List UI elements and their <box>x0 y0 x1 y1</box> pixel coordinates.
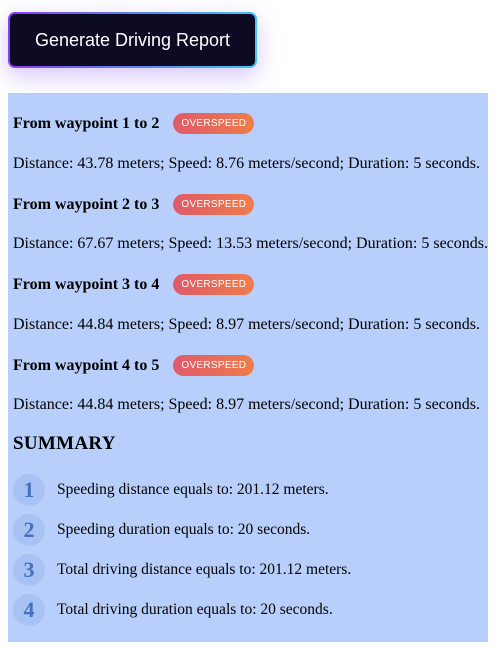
number-badge: 3 <box>13 554 45 586</box>
segment-title: From waypoint 1 to 2 <box>13 114 160 132</box>
segment-detail: Distance: 44.84 meters; Speed: 8.97 meters/second; Duration: 5 seconds. <box>13 396 481 413</box>
summary-item <box>13 514 310 546</box>
number-badge: 4 <box>13 594 45 626</box>
segment-title: From waypoint 4 to 5 <box>13 356 160 374</box>
summary-item <box>13 474 329 506</box>
segment-header <box>13 194 254 215</box>
summary-title: SUMMARY <box>13 433 116 454</box>
segment-detail: Distance: 43.78 meters; Speed: 8.76 meters/second; Duration: 5 seconds. <box>13 155 481 172</box>
generate-report-button-label: Generate Driving Report <box>10 14 255 66</box>
segment-detail: Distance: 67.67 meters; Speed: 13.53 meters/second; Duration: 5 seconds. <box>13 235 489 252</box>
segment-header <box>13 355 254 376</box>
number-badge: 2 <box>13 514 45 546</box>
summary-item-text: Total driving distance equals to: 201.12 meters. <box>57 561 352 578</box>
overspeed-badge: OVERSPEED <box>173 113 254 134</box>
summary-item-text: Total driving duration equals to: 20 seconds. <box>57 601 333 618</box>
segment-title: From waypoint 2 to 3 <box>13 195 160 213</box>
segment-header <box>13 113 254 134</box>
segment-header <box>13 274 254 295</box>
summary-item <box>13 554 351 586</box>
segment-title: From waypoint 3 to 4 <box>13 275 160 293</box>
summary-item-text: Speeding distance equals to: 201.12 meters. <box>57 481 329 498</box>
summary-item-text: Speeding duration equals to: 20 seconds. <box>57 521 311 538</box>
overspeed-badge: OVERSPEED <box>173 355 254 376</box>
segment-detail: Distance: 44.84 meters; Speed: 8.97 meters/second; Duration: 5 seconds. <box>13 316 481 333</box>
overspeed-badge: OVERSPEED <box>173 274 254 295</box>
generate-report-button[interactable] <box>8 12 257 68</box>
number-badge: 1 <box>13 474 45 506</box>
overspeed-badge: OVERSPEED <box>173 194 254 215</box>
summary-item <box>13 594 333 626</box>
driving-report-panel <box>8 93 488 642</box>
